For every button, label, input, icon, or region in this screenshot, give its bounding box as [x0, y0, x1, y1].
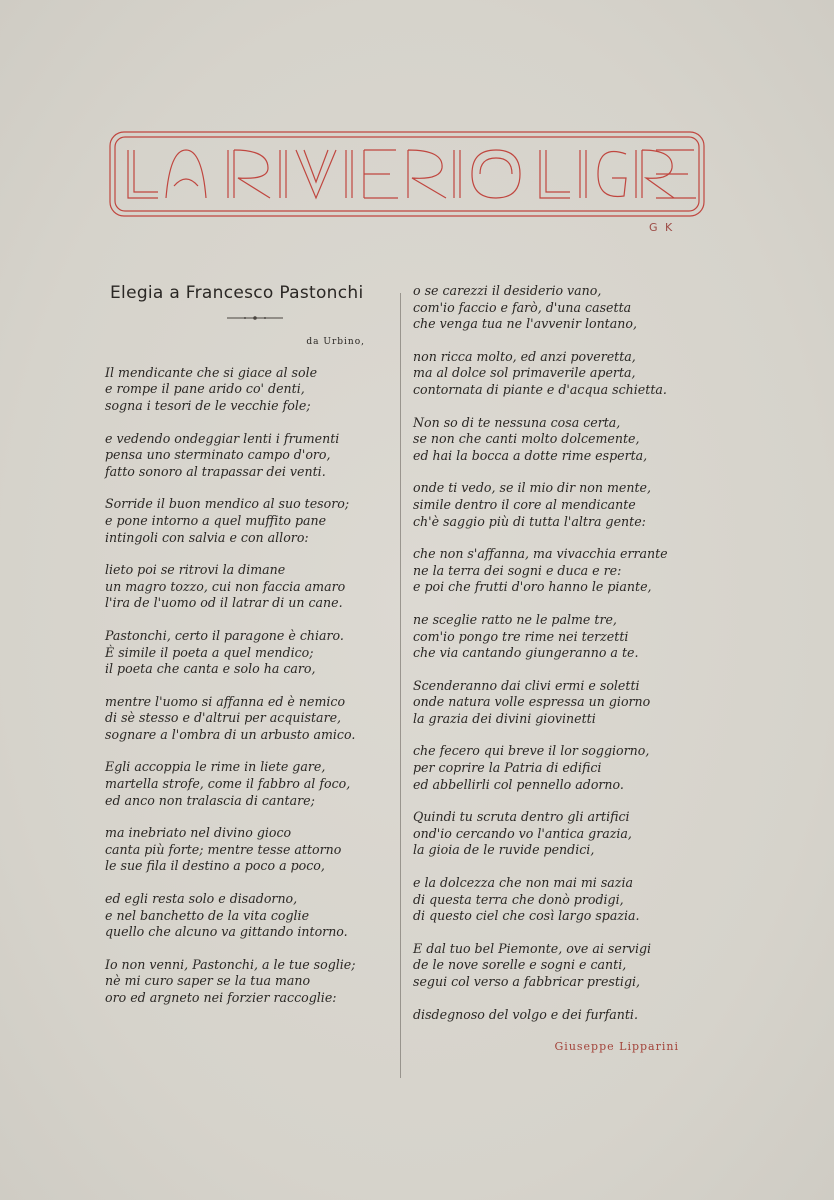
- stanza: [105, 759, 395, 809]
- stanza: [413, 349, 693, 399]
- verse-line: non ricca molto, ed anzi poveretta,: [413, 348, 636, 364]
- left-stanzas: [105, 365, 395, 1007]
- right-column: [413, 283, 693, 1056]
- stanza: [105, 957, 395, 1007]
- stanza: [105, 496, 395, 546]
- verse-line: e nel banchetto de la vita coglie: [105, 907, 310, 923]
- verse-line: pensa uno sterminato campo d'oro,: [105, 447, 331, 463]
- stanza: [105, 825, 395, 875]
- poem-title: Elegia a Francesco Pastonchi: [110, 283, 364, 303]
- stanza: [413, 546, 693, 596]
- verse-line: martella strofe, come il fabbro al foco,: [105, 776, 351, 792]
- verse-line: se non che canti molto dolcemente,: [413, 431, 640, 447]
- verse-line: onde natura volle espressa un giorno: [413, 694, 651, 710]
- masthead-initials: G K: [649, 221, 675, 234]
- verse-line: sognare a l'ombra di un arbusto amico.: [105, 726, 356, 742]
- verse-line: lieto poi se ritrovi la dimane: [105, 562, 286, 578]
- verse-line: e poi che frutti d'oro hanno le piante,: [413, 579, 652, 595]
- stanza: [105, 562, 395, 612]
- stanza: [413, 678, 693, 728]
- verse-line: Il mendicante che si giace al sole: [105, 364, 318, 380]
- stanza: [413, 283, 693, 333]
- verse-line: un magro tozzo, cui non faccia amaro: [105, 578, 346, 594]
- verse-line: il poeta che canta e solo ha caro,: [105, 661, 316, 677]
- stanza: [413, 875, 693, 925]
- verse-line: ne sceglie ratto ne le palme tre,: [413, 611, 617, 627]
- verse-line: la gioia de le ruvide pendici,: [413, 842, 595, 858]
- verse-line: che non s'affanna, ma vivacchia errante: [413, 546, 668, 562]
- verse-line: ed hai la bocca a dotte rime esperta,: [413, 447, 648, 463]
- verse-line: Sorride il buon mendico al suo tesoro;: [105, 496, 350, 512]
- verse-line: per coprire la Patria di edifici: [413, 760, 602, 776]
- verse-line: mentre l'uomo si affanna ed è nemico: [105, 693, 346, 709]
- verse-line: o se carezzi il desiderio vano,: [413, 283, 602, 298]
- verse-line: oro ed argneto nei forzier raccoglie:: [105, 990, 337, 1005]
- verse-line: nè mi curo saper se la tua mano: [105, 973, 311, 989]
- stanza: [413, 1007, 693, 1024]
- verse-line: la grazia dei divini giovinetti: [413, 710, 596, 726]
- stanza: [413, 809, 693, 859]
- right-stanzas: [413, 283, 693, 1023]
- verse-line: Egli accoppia le rime in liete gare,: [105, 759, 326, 775]
- stanza: [105, 891, 395, 941]
- verse-line: ond'io cercando vo l'antica grazia,: [413, 825, 632, 841]
- title-ornament: [225, 312, 285, 324]
- verse-line: Io non venni, Pastonchi, a le tue soglie;: [105, 956, 356, 972]
- verse-line: disdegnoso del volgo e dei furfanti.: [413, 1006, 638, 1022]
- masthead-lettering-image: [108, 130, 706, 218]
- stanza: [105, 431, 395, 481]
- verse-line: Quindi tu scruta dentro gli artifici: [413, 809, 630, 825]
- verse-line: ed abbellirli col pennello adorno.: [413, 776, 624, 792]
- verse-line: Scenderanno dai clivi ermi e soletti: [413, 677, 640, 693]
- verse-line: quello che alcuno va gittando intorno.: [105, 924, 348, 940]
- verse-line: di questa terra che donò prodigi,: [413, 891, 624, 907]
- stanza: [413, 480, 693, 530]
- poem-signature: Giuseppe Lipparini: [554, 1040, 679, 1054]
- verse-line: l'ira de l'uomo od il latrar di un cane.: [105, 595, 343, 611]
- verse-line: che via cantando giungeranno a te.: [413, 645, 639, 661]
- verse-line: intingoli con salvia e con alloro:: [105, 529, 309, 545]
- verse-line: e la dolcezza che non mai mi sazia: [413, 875, 633, 891]
- verse-line: e vedendo ondeggiar lenti i frumenti: [105, 430, 340, 446]
- verse-line: E dal tuo bel Piemonte, ove ai servigi: [413, 940, 652, 956]
- verse-line: contornata di piante e d'acqua schietta.: [413, 381, 667, 397]
- verse-line: che fecero qui breve il lor soggiorno,: [413, 743, 650, 759]
- verse-line: e rompe il pane arido co' denti,: [105, 381, 305, 397]
- verse-line: sogna i tesori de le vecchie fole;: [105, 397, 311, 413]
- masthead-logo: [108, 130, 706, 218]
- verse-line: ne la terra dei sogni e duca e re:: [413, 562, 622, 578]
- verse-line: onde ti vedo, se il mio dir non mente,: [413, 480, 651, 496]
- verse-line: e pone intorno a quel muffito pane: [105, 512, 327, 528]
- verse-line: de le nove sorelle e sogni e canti,: [413, 957, 627, 973]
- verse-line: fatto sonoro al trapassar dei venti.: [105, 463, 326, 479]
- stanza: [413, 415, 693, 465]
- verse-line: ed egli resta solo e disadorno,: [105, 891, 298, 907]
- verse-line: com'io faccio e farò, d'una casetta: [413, 299, 632, 315]
- stanza: [105, 628, 395, 678]
- verse-line: È simile il poeta a quel mendico;: [105, 644, 314, 660]
- poem-byline: da Urbino,: [306, 337, 365, 348]
- verse-line: ma al dolce sol primaverile aperta,: [413, 365, 636, 381]
- stanza: [413, 612, 693, 662]
- verse-line: com'io pongo tre rime nei terzetti: [413, 628, 629, 644]
- verse-line: ma inebriato nel divino gioco: [105, 825, 292, 841]
- verse-line: simile dentro il core al mendicante: [413, 496, 636, 512]
- verse-line: ch'è saggio più di tutta l'altra gente:: [413, 513, 646, 529]
- verse-line: segui col verso a fabbricar prestigi,: [413, 974, 641, 989]
- verse-line: Pastonchi, certo il paragone è chiaro.: [105, 627, 344, 643]
- verse-line: che venga tua ne l'avvenir lontano,: [413, 316, 637, 332]
- stanza: [105, 365, 395, 415]
- stanza: [413, 743, 693, 793]
- verse-line: canta più forte; mentre tesse attorno: [105, 841, 342, 857]
- left-column: [105, 283, 395, 1023]
- verse-line: ed anco non tralascia di cantare;: [105, 792, 315, 808]
- verse-line: Non so di te nessuna cosa certa,: [413, 414, 621, 430]
- stanza: [413, 941, 693, 991]
- stanza: [105, 694, 395, 744]
- verse-line: le sue fila il destino a poco a poco,: [105, 858, 325, 874]
- column-divider: [400, 293, 401, 1078]
- verse-line: di questo ciel che così largo spazia.: [413, 908, 640, 924]
- verse-line: di sè stesso e d'altrui per acquistare,: [105, 710, 342, 726]
